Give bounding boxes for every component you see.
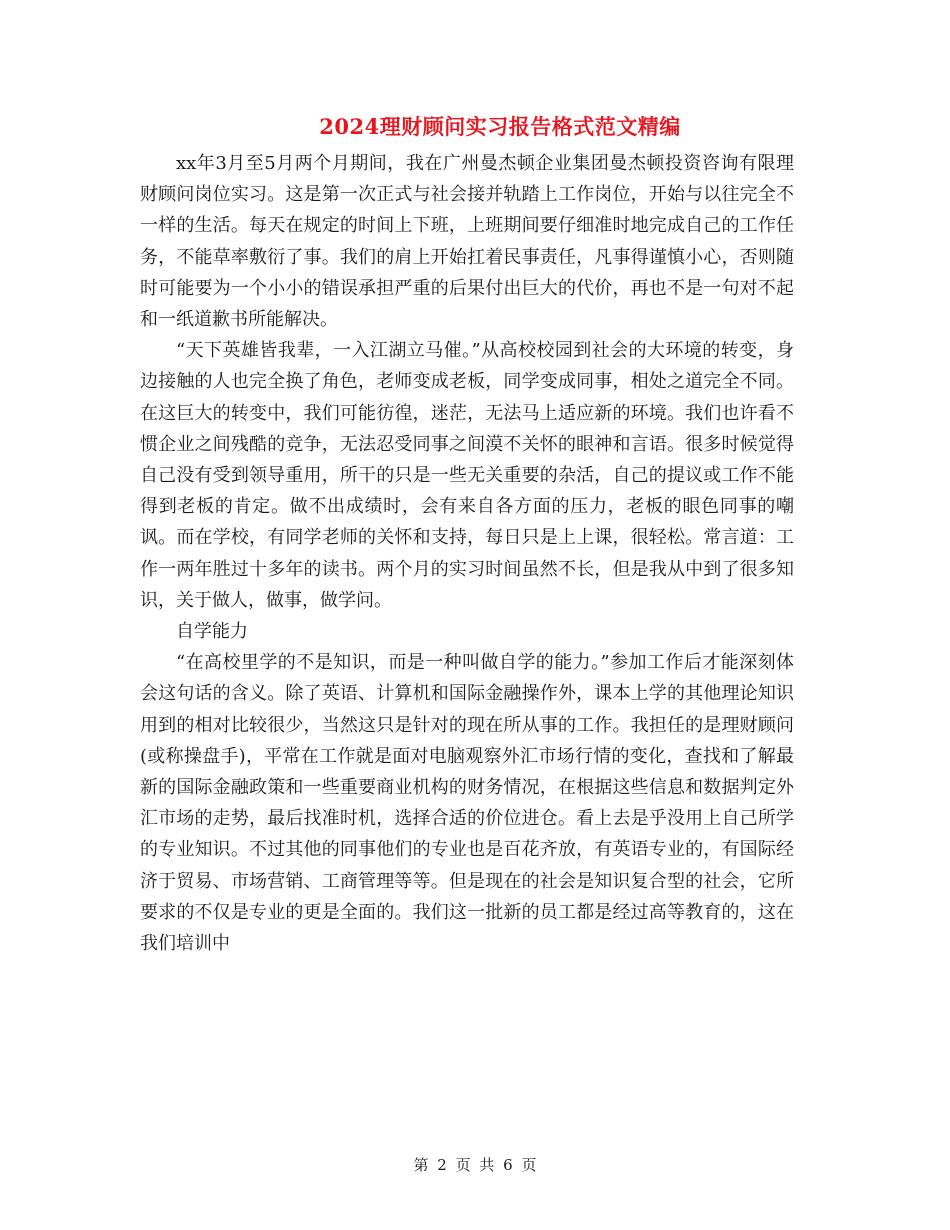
page-number-footer: 第 2 页 共 6 页 — [413, 1156, 537, 1174]
paragraph-intro: xx年3月至5月两个月期间，我在广州曼杰顿企业集团曼杰顿投资咨询有限理财顾问岗位实习。这是第一次正式与社会接并轨踏上工作岗位，开始与以往完全不一样的生活。每天在规定的时间上下班，上班期间要仔细准时地完成自己的工作任务，不能草率敷衍了事。我们的肩上开始扛着民事责任，凡事得谨慎小心，否则随时可能要为一个小小的错误承担严重的后果付出巨大的代价，再也不是一句对不起和一纸道歉书所能解决。 — [140, 153, 794, 331]
document-title: 2024理财顾问实习报告格式范文精编 — [319, 114, 681, 139]
paragraph-self-learning: “在高校里学的不是知识，而是一种叫做自学的能力。”参加工作后才能深刻体会这句话的含义。除了英语、计算机和国际金融操作外，课本上学的其他理论知识用到的相对比较很少，当然这只是针对的现在所从事的工作。我担任的是理财顾问(或称操盘手)，平常在工作就是面对电脑观察外汇市场行情的变化，查找和了解最新的国际金融政策和一些重要商业机构的财务情况，在根据这些信息和数据判定外汇市场的走势，最后找准时机，选择合适的价位进仓。看上去是乎没用上自己所学的专业知识。不过其他的同事他们的专业也是百花齐放，有英语专业的，有国际经济于贸易、市场营销、工商管理等等。但是现在的社会是知识复合型的社会，它所要求的不仅是专业的更是全面的。我们这一批新的员工都是经过高等教育的，这在我们培训中 — [140, 652, 794, 955]
document-body — [140, 148, 794, 959]
paragraph-transition: “天下英雄皆我辈，一入江湖立马催。”从高校校园到社会的大环境的转变，身边接触的人也完全换了角色，老师变成老板，同学变成同事，相处之道完全不同。在这巨大的转变中，我们可能彷徨，迷茫，无法马上适应新的环境。我们也许看不惯企业之间残酷的竞争，无法忍受同事之间漠不关怀的眼神和言语。很多时候觉得自己没有受到领导重用，所干的只是一些无关重要的杂活，自己的提议或工作不能得到老板的肯定。做不出成绩时，会有来自各方面的压力，老板的眼色同事的嘲讽。而在学校，有同学老师的关怀和支持，每日只是上上课，很轻松。常言道：工作一两年胜过十多年的读书。两个月的实习时间虽然不长，但是我从中到了很多知识，关于做人，做事，做学问。 — [140, 340, 794, 611]
section-heading-self-learning: 自学能力 — [176, 621, 248, 643]
